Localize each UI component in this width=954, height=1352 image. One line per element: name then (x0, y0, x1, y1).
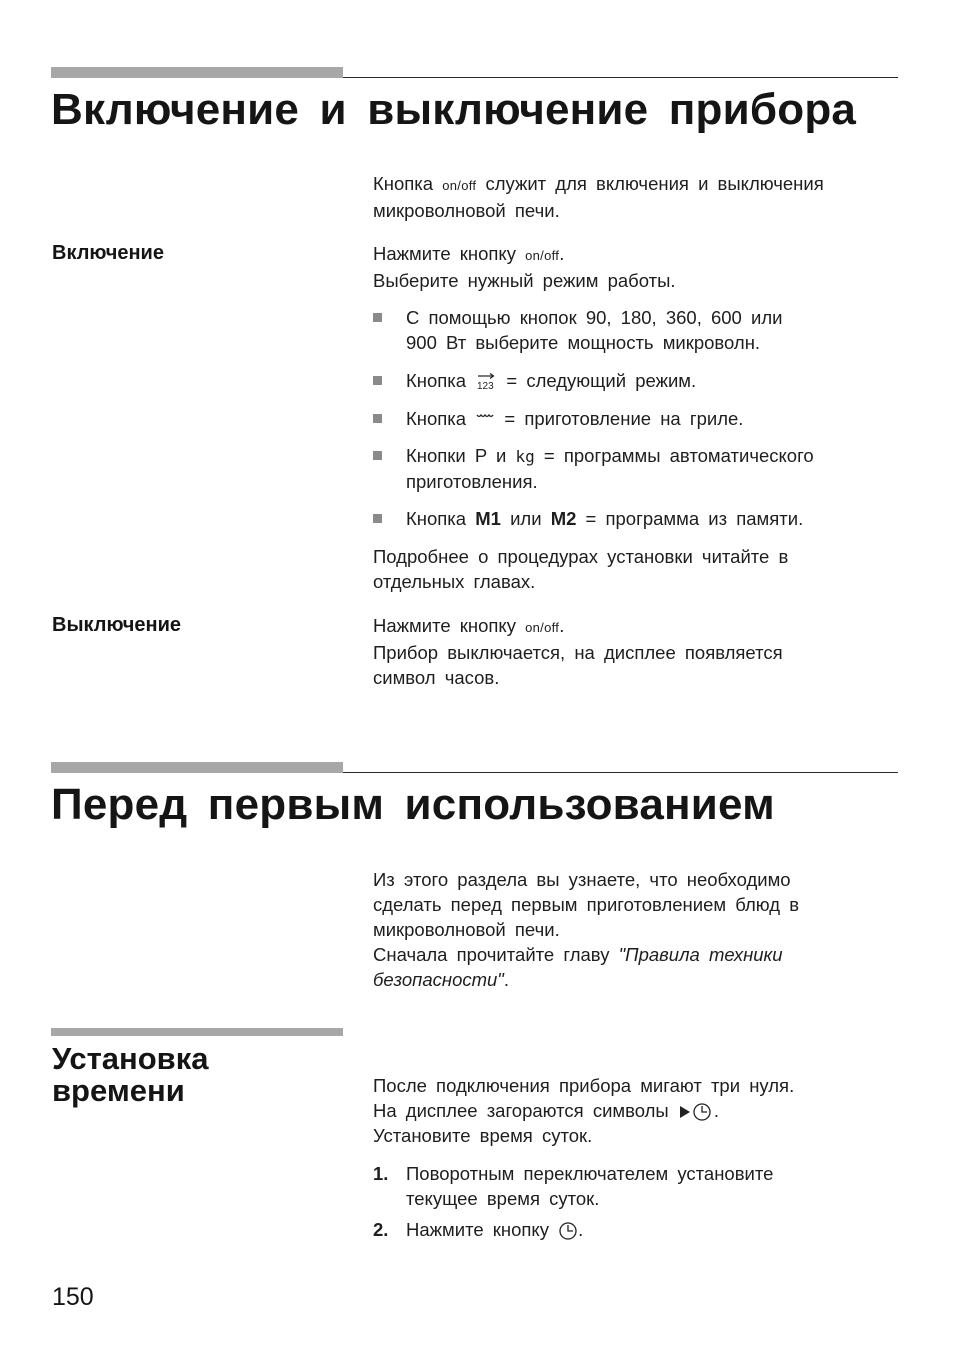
clock-icon (558, 1221, 578, 1241)
bullet-text: 900 Вт выберите мощность микроволн. (406, 332, 761, 353)
step-number: 2. (373, 1219, 389, 1240)
rule-line (343, 77, 898, 78)
m1-label: M1 (475, 508, 501, 529)
text-line: Установите время суток. (373, 1125, 593, 1146)
play-clock-icon (678, 1102, 714, 1122)
step-text: Поворотным переключателем установите (406, 1163, 774, 1184)
first-use-paragraph (373, 867, 799, 992)
text-line: безопасности". (373, 969, 510, 990)
text-line: Из этого раздела вы узнаете, что необходимо (373, 869, 791, 890)
bullet-text: С помощью кнопок 90, 180, 360, 600 или (406, 307, 783, 328)
text-line: После подключения прибора мигают три нуля. (373, 1075, 795, 1096)
bullet-marker (373, 514, 382, 523)
intro-paragraph (373, 171, 824, 223)
time-paragraph (373, 1073, 794, 1148)
section-rule (51, 762, 898, 773)
bullet-marker (373, 313, 382, 322)
on-line: Выберите нужный режим работы. (373, 270, 676, 291)
section-rule (51, 67, 898, 78)
more-line: отдельных главах. (373, 571, 536, 592)
chapter-link[interactable]: "Правила техники (618, 944, 783, 965)
onoff-label: on/off (442, 178, 477, 193)
section-title: Перед первым использованием (51, 780, 775, 829)
bullet-marker (373, 414, 382, 423)
title-line: времени (52, 1073, 185, 1108)
grill-icon (475, 411, 495, 429)
off-line: Нажмите кнопку on/off. (373, 615, 565, 636)
bullet-marker (373, 451, 382, 460)
off-line: Прибор выключается, на дисплее появляется (373, 642, 783, 663)
intro-line: Кнопка on/off служит для включения и выключения (373, 173, 824, 194)
bullet-marker (373, 376, 382, 385)
on-line: Нажмите кнопку on/off. (373, 243, 565, 264)
m2-label: M2 (550, 508, 577, 529)
more-paragraph (373, 544, 788, 594)
chapter-link[interactable]: безопасности" (373, 969, 504, 990)
page-number: 150 (52, 1283, 94, 1311)
subsection-bar (51, 1028, 343, 1036)
svg-text:123: 123 (477, 381, 494, 393)
text-line: На дисплее загораются символы . (373, 1100, 719, 1121)
onoff-label: on/off (525, 248, 560, 263)
text-line: микроволновой печи. (373, 919, 560, 940)
step-number: 1. (373, 1163, 389, 1184)
subsection-title (52, 1043, 208, 1107)
text-line: сделать перед первым приготовлением блюд в (373, 894, 800, 915)
side-heading-on: Включение (52, 242, 164, 264)
arrow-123-icon (475, 371, 497, 393)
intro-line: микроволновой печи. (373, 200, 560, 221)
step-text: текущее время суток. (406, 1188, 600, 1209)
side-heading-off: Выключение (52, 614, 182, 636)
rule-bar (51, 67, 343, 78)
off-line: символ часов. (373, 667, 500, 688)
title-line: Установка (52, 1041, 209, 1076)
text-line: Сначала прочитайте главу "Правила техники (373, 944, 783, 965)
bullet-text: приготовления. (406, 471, 538, 492)
kg-label: kg (515, 447, 535, 466)
section-title: Включение и выключение прибора (51, 85, 857, 134)
rule-line (343, 772, 898, 773)
onoff-label: on/off (525, 620, 560, 635)
rule-bar (51, 762, 343, 773)
on-paragraph (373, 241, 676, 293)
off-paragraph (373, 613, 783, 690)
more-line: Подробнее о процедурах установки читайте в (373, 546, 789, 567)
